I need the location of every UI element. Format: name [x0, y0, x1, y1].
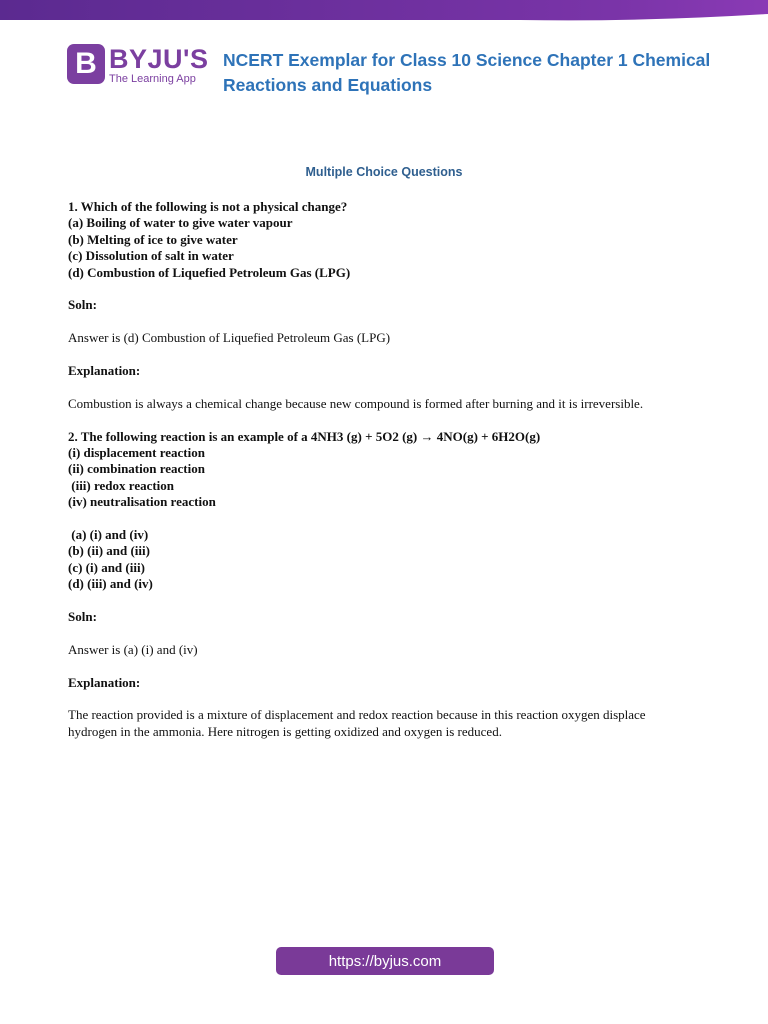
q2-option-a: (a) (i) and (iv) [68, 527, 149, 543]
q2-statement-iii: (iii) redox reaction [68, 477, 175, 493]
logo-name: BYJU'S [109, 44, 209, 74]
q2-option-b: (b) (ii) and (iii) [68, 543, 150, 559]
footer-url-link[interactable]: https://byjus.com [276, 947, 494, 975]
q2-explanation-line-1: The reaction provided is a mixture of displacement and redox reaction because in this reaction oxygen displace [68, 707, 646, 723]
logo-tagline: The Learning App [109, 73, 196, 85]
header-band [0, 0, 768, 22]
q1-option-a: (a) Boiling of water to give water vapour [68, 215, 293, 231]
q1-option-c: (c) Dissolution of salt in water [68, 248, 234, 264]
document-body [68, 199, 708, 740]
byjus-logo [67, 44, 209, 88]
title-line-2: Reactions and Equations [223, 75, 433, 95]
question-1: 1. Which of the following is not a physical change? [68, 199, 348, 214]
document-title [223, 48, 723, 98]
q1-explanation: Combustion is always a chemical change because new compound is formed after burning and it is irreversible. [68, 395, 644, 411]
q2-option-c: (c) (i) and (iii) [68, 559, 145, 575]
q2-explanation-line-2: hydrogen in the ammonia. Here nitrogen is getting oxidized and oxygen is reduced. [68, 723, 502, 739]
title-line-1: NCERT Exemplar for Class 10 Science Chapter 1 Chemical [223, 50, 711, 70]
q2-answer: Answer is (a) (i) and (iv) [68, 641, 198, 657]
section-heading: Multiple Choice Questions [305, 165, 463, 179]
q1-answer: Answer is (d) Combustion of Liquefied Petroleum Gas (LPG) [68, 330, 391, 346]
q1-explanation-label: Explanation: [68, 363, 141, 379]
q2-explanation-label: Explanation: [68, 674, 141, 690]
question-2: 2. The following reaction is an example of a 4NH3 (g) + 5O2 (g) → 4NO(g) + 6H2O(g) [68, 428, 541, 444]
q1-option-b: (b) Melting of ice to give water [68, 231, 238, 247]
q2-option-d: (d) (iii) and (iv) [68, 576, 153, 592]
q2-statement-ii: (ii) combination reaction [68, 461, 205, 477]
logo-badge-icon: B [67, 44, 105, 84]
q2-statement-i: (i) displacement reaction [68, 445, 205, 461]
q2-soln-label: Soln: [68, 609, 97, 625]
q1-option-d: (d) Combustion of Liquefied Petroleum Gas (LPG) [68, 264, 351, 280]
q2-statement-iv: (iv) neutralisation reaction [68, 494, 216, 510]
q1-soln-label: Soln: [68, 297, 97, 313]
